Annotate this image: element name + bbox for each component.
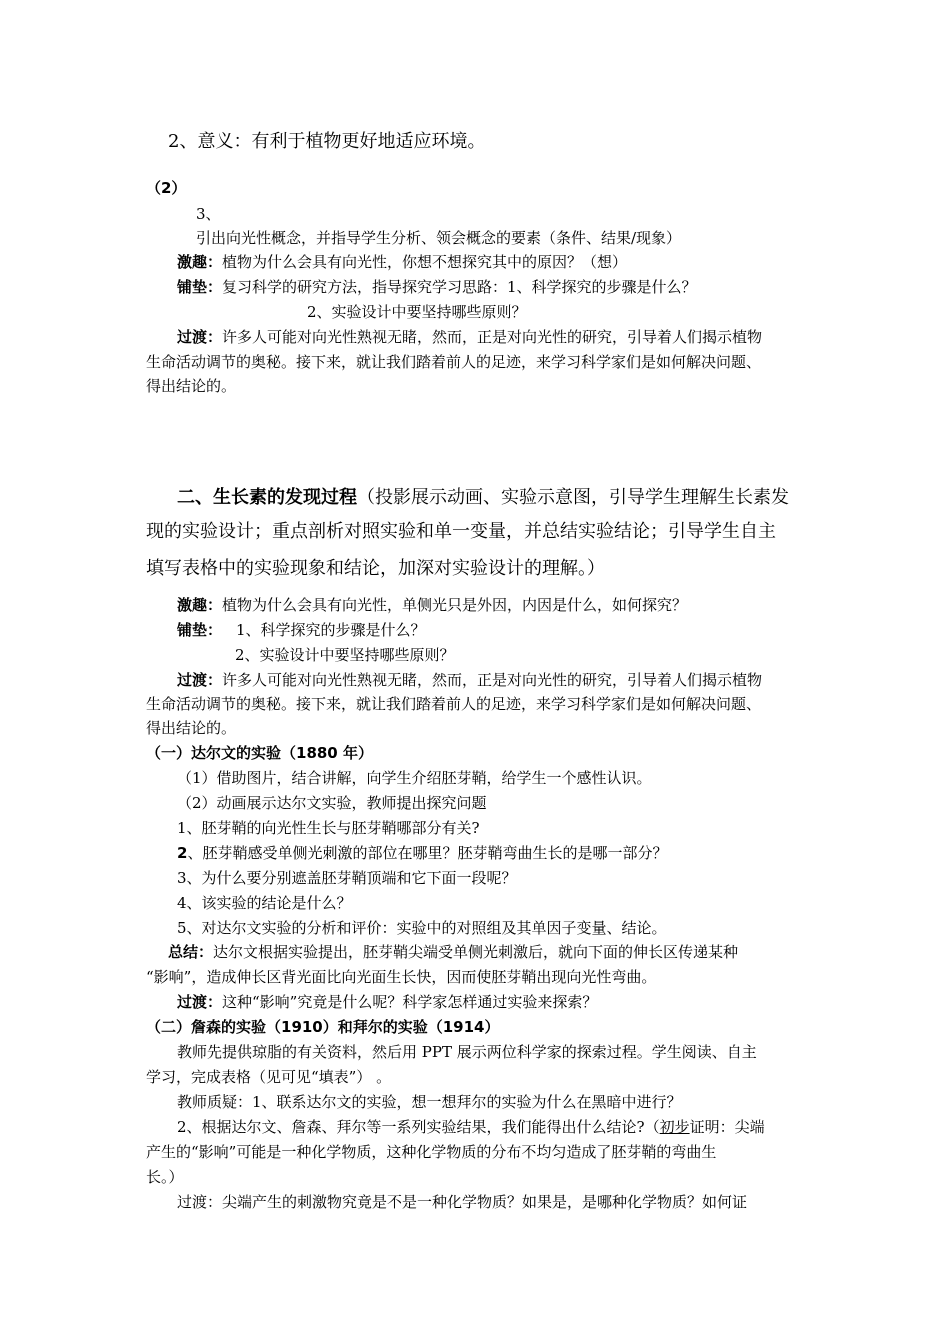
darwin-summary-1: 总结：达尔文根据实验提出，胚芽鞘尖端受单侧光刺激后，就向下面的伸长区传递某种: [168, 943, 739, 961]
darwin-question-5: 5、对达尔文实验的分析和评价：实验中的对照组及其单因子变量、结论。: [177, 919, 667, 937]
label-2: （2）: [146, 179, 187, 197]
pudian-line-2: 铺垫： 1、科学探究的步骤是什么？: [177, 621, 426, 639]
section2-heading-line: 二、生长素的发现过程（投影展示动画、实验示意图，引导学生理解生长素发: [177, 487, 789, 508]
guodu-line-5: 生命活动调节的奥秘。接下来，就让我们踏着前人的足迹，来学习科学家们是如何解决问题、: [146, 695, 762, 713]
darwin-item-2: （2）动画展示达尔文实验，教师提出探究问题: [177, 794, 487, 812]
guodu-line-2: 生命活动调节的奥秘。接下来，就让我们踏着前人的足迹，来学习科学家们是如何解决问题、: [146, 353, 762, 371]
jensen-guodu: 过渡：尖端产生的刺激物究竟是不是一种化学物质？如果是，是哪种化学物质？如何证: [177, 1193, 748, 1211]
darwin-guodu: 过渡：这种“影响”究竟是什么呢？科学家怎样通过实验来探索？: [177, 993, 598, 1011]
darwin-question-2: 2、胚芽鞘感受单侧光刺激的部位在哪里？胚芽鞘弯曲生长的是哪一部分？: [177, 844, 668, 862]
label-3: 3、: [196, 205, 221, 223]
darwin-heading: （一）达尔文的实验（1880 年）: [146, 744, 373, 762]
darwin-question-1: 1、胚芽鞘的向光性生长与胚芽鞘哪部分有关?: [177, 819, 480, 837]
jensen-question-2: 2、根据达尔文、詹森、拜尔等一系列实验结果，我们能得出什么结论?（初步证明：尖端: [177, 1118, 765, 1136]
darwin-item-1: （1）借助图片，结合讲解，向学生介绍胚芽鞘，给学生一个感性认识。: [177, 769, 652, 787]
pudian-line-2b: 2、实验设计中要坚持哪些原则？: [235, 646, 455, 664]
concept-intro: 引出向光性概念，并指导学生分析、领会概念的要素（条件、结果/现象）: [196, 229, 682, 247]
darwin-question-4: 4、该实验的结论是什么？: [177, 894, 352, 912]
jensen-question-1: 教师质疑：1、联系达尔文的实验，想一想拜尔的实验为什么在黑暗中进行？: [177, 1093, 682, 1111]
jiqu-line-2: 激趣：植物为什么会具有向光性，单侧光只是外因，内因是什么，如何探究？: [177, 596, 688, 614]
jensen-question-2b: 产生的“影响”可能是一种化学物质，这种化学物质的分布不均匀造成了胚芽鞘的弯曲生: [146, 1143, 717, 1161]
darwin-summary-2: “影响”，造成伸长区背光面比向光面生长快，因而使胚芽鞘出现向光性弯曲。: [146, 968, 657, 986]
guodu-line-6: 得出结论的。: [146, 719, 237, 737]
section2-intro-2: 现的实验设计；重点剖析对照实验和单一变量，并总结实验结论；引导学生自主: [146, 521, 776, 542]
jiqu-line-1: 激趣：植物为什么会具有向光性，你想不想探究其中的原因？（想）: [177, 253, 628, 271]
section2-intro-3: 填写表格中的实验现象和结论，加深对实验设计的理解。）: [146, 558, 605, 579]
section2-heading: 二、生长素的发现过程: [177, 487, 357, 508]
pudian-line-1b: 2、实验设计中要坚持哪些原则？: [307, 303, 527, 321]
jensen-para-1: 教师先提供琼脂的有关资料，然后用 PPT 展示两位科学家的探索过程。学生阅读、自主: [177, 1043, 757, 1061]
guodu-line-3: 得出结论的。: [146, 377, 237, 395]
jensen-heading: （二）詹森的实验（1910）和拜尔的实验（1914）: [146, 1018, 500, 1036]
jensen-para-2: 学习，完成表格（见可见“填表”） 。: [146, 1068, 392, 1086]
meaning-line: 2、意义：有利于植物更好地适应环境。: [168, 131, 486, 152]
pudian-line-1: 铺垫：复习科学的研究方法，指导探究学习思路：1、科学探究的步骤是什么？: [177, 278, 697, 296]
guodu-line-1: 过渡：许多人可能对向光性熟视无睹，然而，正是对向光性的研究，引导着人们揭示植物: [177, 328, 763, 346]
guodu-line-4: 过渡：许多人可能对向光性熟视无睹，然而，正是对向光性的研究，引导着人们揭示植物: [177, 671, 763, 689]
darwin-question-3: 3、为什么要分别遮盖胚芽鞘顶端和它下面一段呢？: [177, 869, 517, 887]
jensen-question-2c: 长。）: [146, 1168, 184, 1186]
